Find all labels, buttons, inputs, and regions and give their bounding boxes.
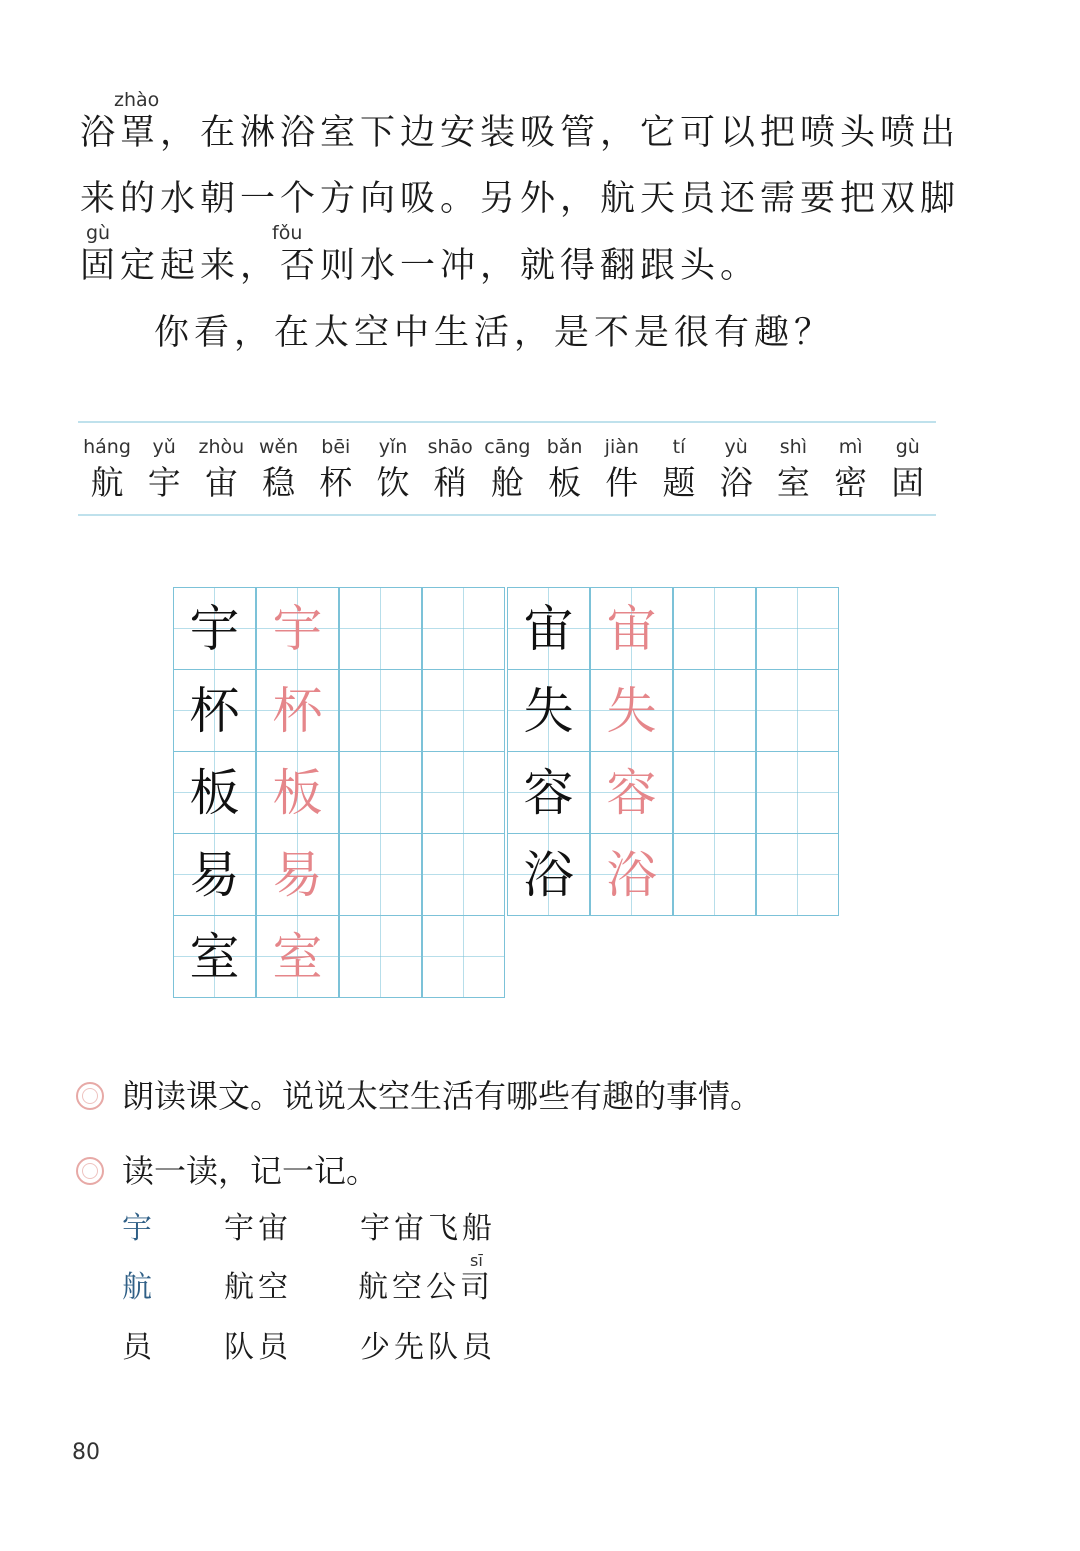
vocab-bottom-rule bbox=[78, 514, 936, 516]
task-read-aloud bbox=[76, 1077, 763, 1115]
vocab-char: 舱 bbox=[490, 463, 524, 502]
vocab-char: 题 bbox=[662, 463, 696, 502]
vocab-item bbox=[650, 436, 708, 502]
empty-practice-cell bbox=[756, 587, 839, 670]
word-r1c1: 宇 bbox=[122, 1211, 156, 1246]
empty-practice-cell bbox=[422, 833, 505, 916]
empty-practice-cell bbox=[673, 587, 756, 670]
vocab-pinyin: bǎn bbox=[546, 436, 583, 458]
vocab-item bbox=[421, 436, 479, 502]
vocab-item bbox=[192, 436, 250, 502]
empty-practice-cell bbox=[756, 669, 839, 752]
vocab-char: 浴 bbox=[719, 463, 753, 502]
circle-badge-icon bbox=[76, 1157, 104, 1185]
word-r2c1: 航 bbox=[122, 1270, 156, 1305]
vocab-pinyin: yù bbox=[724, 436, 748, 458]
empty-practice-cell bbox=[673, 751, 756, 834]
model-character: 浴 bbox=[507, 833, 590, 916]
vocab-char: 室 bbox=[776, 463, 810, 502]
vocab-pinyin: tí bbox=[672, 436, 686, 458]
word-r3c1: 员 bbox=[122, 1330, 156, 1365]
pinyin-zhao: zhào bbox=[114, 89, 160, 111]
model-character: 失 bbox=[507, 669, 590, 752]
vocab-item bbox=[536, 436, 594, 502]
passage-line-1: 浴罩，在淋浴室下边安装吸管，它可以把喷头喷出 bbox=[80, 113, 961, 153]
trace-character: 宇 bbox=[256, 587, 339, 670]
trace-character: 失 bbox=[590, 669, 673, 752]
page-number: 80 bbox=[72, 1440, 100, 1465]
trace-character: 杯 bbox=[256, 669, 339, 752]
vocab-item bbox=[593, 436, 651, 502]
word-r1c3: 宇宙飞船 bbox=[360, 1211, 496, 1246]
model-character: 杯 bbox=[173, 669, 256, 752]
empty-practice-cell bbox=[339, 587, 422, 670]
empty-practice-cell bbox=[339, 669, 422, 752]
empty-practice-cell bbox=[422, 587, 505, 670]
passage-line-4: 你看，在太空中生活，是不是很有趣？ bbox=[154, 313, 835, 353]
task-read-remember bbox=[76, 1152, 379, 1190]
empty-practice-cell bbox=[673, 833, 756, 916]
task-text: 朗读课文。说说太空生活有哪些有趣的事情。 bbox=[122, 1077, 763, 1115]
empty-practice-cell bbox=[339, 751, 422, 834]
empty-practice-cell bbox=[756, 751, 839, 834]
empty-practice-cell bbox=[422, 751, 505, 834]
model-character: 容 bbox=[507, 751, 590, 834]
empty-practice-cell bbox=[673, 669, 756, 752]
word-r2c2: 航空 bbox=[224, 1270, 292, 1305]
vocab-char: 稍 bbox=[433, 463, 467, 502]
model-character: 室 bbox=[173, 915, 256, 998]
vocab-char: 航 bbox=[90, 463, 124, 502]
vocab-pinyin: zhòu bbox=[198, 436, 245, 458]
empty-practice-cell bbox=[422, 669, 505, 752]
model-character: 宇 bbox=[173, 587, 256, 670]
empty-practice-cell bbox=[339, 833, 422, 916]
writing-grid-left bbox=[173, 587, 505, 997]
vocab-pinyin: cāng bbox=[484, 436, 531, 458]
vocab-char: 宙 bbox=[204, 463, 238, 502]
trace-character: 宙 bbox=[590, 587, 673, 670]
vocab-pinyin: yǐn bbox=[378, 436, 408, 458]
pinyin-gu: gù bbox=[86, 222, 111, 244]
pinyin-fou: fǒu bbox=[272, 222, 303, 244]
vocab-char: 稳 bbox=[262, 463, 296, 502]
passage-line-3: 固定起来，否则水一冲，就得翻跟头。 bbox=[80, 246, 761, 286]
vocab-char: 板 bbox=[548, 463, 582, 502]
word-r3c3: 少先队员 bbox=[360, 1330, 496, 1365]
vocab-char: 固 bbox=[891, 463, 925, 502]
vocab-pinyin: shāo bbox=[427, 436, 473, 458]
trace-character: 容 bbox=[590, 751, 673, 834]
trace-character: 浴 bbox=[590, 833, 673, 916]
vocab-item bbox=[307, 436, 365, 502]
model-character: 宙 bbox=[507, 587, 590, 670]
vocab-item bbox=[78, 436, 136, 502]
model-character: 易 bbox=[173, 833, 256, 916]
vocab-pinyin: shì bbox=[779, 436, 807, 458]
vocab-char: 件 bbox=[605, 463, 639, 502]
empty-practice-cell bbox=[422, 915, 505, 998]
vocab-pinyin: mì bbox=[838, 436, 863, 458]
vocab-char: 宇 bbox=[147, 463, 181, 502]
vocab-char: 饮 bbox=[376, 463, 410, 502]
vocab-item bbox=[478, 436, 536, 502]
writing-grid-right bbox=[507, 587, 839, 915]
vocab-item bbox=[879, 436, 937, 502]
word-r1c2: 宇宙 bbox=[224, 1211, 292, 1246]
vocab-item bbox=[764, 436, 822, 502]
empty-practice-cell bbox=[339, 915, 422, 998]
trace-character: 易 bbox=[256, 833, 339, 916]
vocab-char: 密 bbox=[834, 463, 868, 502]
vocab-item bbox=[364, 436, 422, 502]
word-r2c3: 航空公司 bbox=[358, 1270, 494, 1305]
vocab-item bbox=[707, 436, 765, 502]
empty-practice-cell bbox=[756, 833, 839, 916]
trace-character: 室 bbox=[256, 915, 339, 998]
vocab-pinyin: gù bbox=[895, 436, 920, 458]
vocab-pinyin: jiàn bbox=[604, 436, 639, 458]
vocab-pinyin: wěn bbox=[258, 436, 299, 458]
circle-badge-icon bbox=[76, 1082, 104, 1110]
vocab-item bbox=[250, 436, 308, 502]
vocab-item bbox=[822, 436, 880, 502]
vocab-pinyin: yǔ bbox=[152, 436, 176, 458]
model-character: 板 bbox=[173, 751, 256, 834]
pinyin-si: sī bbox=[470, 1251, 483, 1270]
vocab-pinyin: háng bbox=[83, 436, 131, 458]
passage-line-2: 来的水朝一个方向吸。另外，航天员还需要把双脚 bbox=[80, 179, 961, 219]
task-text: 读一读，记一记。 bbox=[122, 1152, 379, 1190]
vocab-char: 杯 bbox=[319, 463, 353, 502]
vocab-item bbox=[135, 436, 193, 502]
trace-character: 板 bbox=[256, 751, 339, 834]
word-r3c2: 队员 bbox=[224, 1330, 292, 1365]
vocab-pinyin: bēi bbox=[321, 436, 351, 458]
vocab-top-rule bbox=[78, 421, 936, 423]
